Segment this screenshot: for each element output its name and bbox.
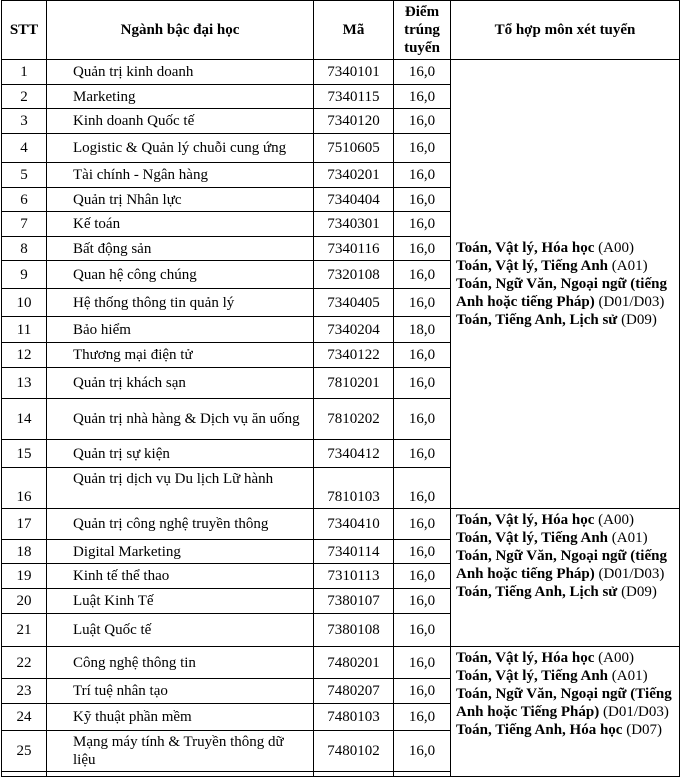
row-major: Marketing xyxy=(47,85,314,109)
row-major: Kỹ thuật phần mềm xyxy=(47,704,314,731)
row-score: 16,0 xyxy=(394,85,451,109)
row-code: 7340114 xyxy=(314,540,394,564)
row-major: Quản trị Nhân lực xyxy=(47,188,314,212)
row-major: Quản trị kinh doanh xyxy=(47,60,314,85)
row-major: Quản trị khách sạn xyxy=(47,368,314,399)
row-major: Thương mại điện tử xyxy=(47,343,314,368)
row-code: 7380108 xyxy=(314,614,394,647)
row-stt: 2 xyxy=(2,85,47,109)
row-stt: 3 xyxy=(2,109,47,134)
subject-combo-group-3 xyxy=(451,647,680,777)
combo-line: Toán, Ngữ Văn, Ngoại ngữ (Tiếng Anh hoặc Tiếng Pháp) (D01/D03) xyxy=(456,686,672,720)
row-stt: 4 xyxy=(2,134,47,163)
row-major: Luật Kinh Tế xyxy=(47,589,314,614)
combo-line: Toán, Tiếng Anh, Lịch sử (D09) xyxy=(456,312,657,328)
row-stt: 13 xyxy=(2,368,47,399)
row-stt: 8 xyxy=(2,237,47,261)
row-code: 7480207 xyxy=(314,679,394,704)
row-code: 7380107 xyxy=(314,589,394,614)
row-stt: 25 xyxy=(2,731,47,772)
row-stt: 6 xyxy=(2,188,47,212)
combo-line: Toán, Vật lý, Tiếng Anh (A01) xyxy=(456,258,648,274)
row-code: 7340122 xyxy=(314,343,394,368)
header-code: Mã xyxy=(314,1,394,60)
row-stt: 5 xyxy=(2,163,47,188)
combo-line: Toán, Tiếng Anh, Lịch sử (D09) xyxy=(456,584,657,600)
combo-line: Toán, Ngữ Văn, Ngoại ngữ (tiếng Anh hoặc tiếng Pháp) (D01/D03) xyxy=(456,276,667,310)
row-code: 7480102 xyxy=(314,731,394,772)
row-stt: 12 xyxy=(2,343,47,368)
row-score: 16,0 xyxy=(394,647,451,679)
row-major: Logistic & Quản lý chuỗi cung ứng xyxy=(47,134,314,163)
row-score: 16,0 xyxy=(394,614,451,647)
row-major: Tài chính - Ngân hàng xyxy=(47,163,314,188)
row-code: 7340405 xyxy=(314,289,394,317)
row-major: Mạng máy tính & Truyền thông dữ liệu xyxy=(47,731,314,772)
row-major: Quản trị dịch vụ Du lịch Lữ hành xyxy=(47,468,314,509)
admission-score-table xyxy=(1,0,680,777)
combo-line: Toán, Ngữ Văn, Ngoại ngữ (tiếng Anh hoặc tiếng Pháp) (D01/D03) xyxy=(456,548,667,582)
row-code: 7340410 xyxy=(314,509,394,540)
row-code: 7810201 xyxy=(314,368,394,399)
row-score: 16,0 xyxy=(394,134,451,163)
row-stt: 15 xyxy=(2,440,47,468)
row-score: 16,0 xyxy=(394,261,451,289)
subject-combo-group-2 xyxy=(451,509,680,647)
row-score: 16,0 xyxy=(394,589,451,614)
row-score: 16,0 xyxy=(394,343,451,368)
row-score: 16,0 xyxy=(394,163,451,188)
row-code: 7310113 xyxy=(314,564,394,589)
row-major: Quan hệ công chúng xyxy=(47,261,314,289)
combo-line: Toán, Vật lý, Tiếng Anh (A01) xyxy=(456,530,648,546)
row-stt: 1 xyxy=(2,60,47,85)
row-score: 18,0 xyxy=(394,317,451,343)
header-stt: STT xyxy=(2,1,47,60)
cutoff-cell xyxy=(394,772,451,777)
row-stt: 18 xyxy=(2,540,47,564)
row-code: 7510605 xyxy=(314,134,394,163)
row-stt: 24 xyxy=(2,704,47,731)
row-stt: 9 xyxy=(2,261,47,289)
row-stt: 14 xyxy=(2,399,47,440)
row-major: Luật Quốc tế xyxy=(47,614,314,647)
row-stt: 20 xyxy=(2,589,47,614)
row-stt: 7 xyxy=(2,212,47,237)
row-code: 7320108 xyxy=(314,261,394,289)
row-major: Công nghệ thông tin xyxy=(47,647,314,679)
row-code: 7340101 xyxy=(314,60,394,85)
subject-combo-group-1 xyxy=(451,60,680,509)
row-major: Kinh doanh Quốc tế xyxy=(47,109,314,134)
row-score: 16,0 xyxy=(394,440,451,468)
row-score: 16,0 xyxy=(394,289,451,317)
row-code: 7340404 xyxy=(314,188,394,212)
row-stt: 22 xyxy=(2,647,47,679)
row-major: Kinh tế thể thao xyxy=(47,564,314,589)
combo-line: Toán, Vật lý, Hóa học (A00) xyxy=(456,240,634,256)
row-stt: 19 xyxy=(2,564,47,589)
row-score: 16,0 xyxy=(394,60,451,85)
row-code: 7340204 xyxy=(314,317,394,343)
row-major: Bất động sản xyxy=(47,237,314,261)
row-major: Quản trị công nghệ truyền thông xyxy=(47,509,314,540)
header-subject-combo: Tổ hợp môn xét tuyển xyxy=(451,1,680,60)
combo-line: Toán, Tiếng Anh, Hóa học (D07) xyxy=(456,722,663,738)
row-major: Quản trị nhà hàng & Dịch vụ ăn uống xyxy=(47,399,314,440)
table-row xyxy=(2,60,680,85)
row-code: 7340412 xyxy=(314,440,394,468)
header-score: Điểm trúng tuyển xyxy=(394,1,451,60)
cutoff-cell xyxy=(47,772,314,777)
header-major: Ngành bậc đại học xyxy=(47,1,314,60)
row-score: 16,0 xyxy=(394,509,451,540)
row-score: 16,0 xyxy=(394,731,451,772)
table-row xyxy=(2,509,680,540)
row-stt: 23 xyxy=(2,679,47,704)
row-major: Trí tuệ nhân tạo xyxy=(47,679,314,704)
row-major: Hệ thống thông tin quản lý xyxy=(47,289,314,317)
row-stt: 10 xyxy=(2,289,47,317)
row-code: 7340201 xyxy=(314,163,394,188)
row-major: Kế toán xyxy=(47,212,314,237)
row-code: 7810202 xyxy=(314,399,394,440)
cutoff-cell xyxy=(2,772,47,777)
row-code: 7340301 xyxy=(314,212,394,237)
row-score: 16,0 xyxy=(394,704,451,731)
row-score: 16,0 xyxy=(394,679,451,704)
row-stt: 17 xyxy=(2,509,47,540)
row-score: 16,0 xyxy=(394,368,451,399)
row-code: 7340120 xyxy=(314,109,394,134)
cutoff-cell xyxy=(314,772,394,777)
row-score: 16,0 xyxy=(394,237,451,261)
combo-line: Toán, Vật lý, Hóa học (A00) xyxy=(456,650,634,666)
table-header-row xyxy=(2,1,680,60)
table-row xyxy=(2,647,680,679)
row-score: 16,0 xyxy=(394,468,451,509)
combo-line: Toán, Vật lý, Hóa học (A00) xyxy=(456,512,634,528)
row-code: 7480103 xyxy=(314,704,394,731)
row-score: 16,0 xyxy=(394,399,451,440)
row-code: 7810103 xyxy=(314,468,394,509)
row-major: Quản trị sự kiện xyxy=(47,440,314,468)
row-stt: 16 xyxy=(2,468,47,509)
row-code: 7340116 xyxy=(314,237,394,261)
row-stt: 21 xyxy=(2,614,47,647)
row-score: 16,0 xyxy=(394,109,451,134)
row-code: 7340115 xyxy=(314,85,394,109)
row-code: 7480201 xyxy=(314,647,394,679)
row-score: 16,0 xyxy=(394,212,451,237)
row-score: 16,0 xyxy=(394,564,451,589)
row-score: 16,0 xyxy=(394,540,451,564)
row-major: Bảo hiểm xyxy=(47,317,314,343)
row-stt: 11 xyxy=(2,317,47,343)
row-major: Digital Marketing xyxy=(47,540,314,564)
row-score: 16,0 xyxy=(394,188,451,212)
combo-line: Toán, Vật lý, Tiếng Anh (A01) xyxy=(456,668,648,684)
